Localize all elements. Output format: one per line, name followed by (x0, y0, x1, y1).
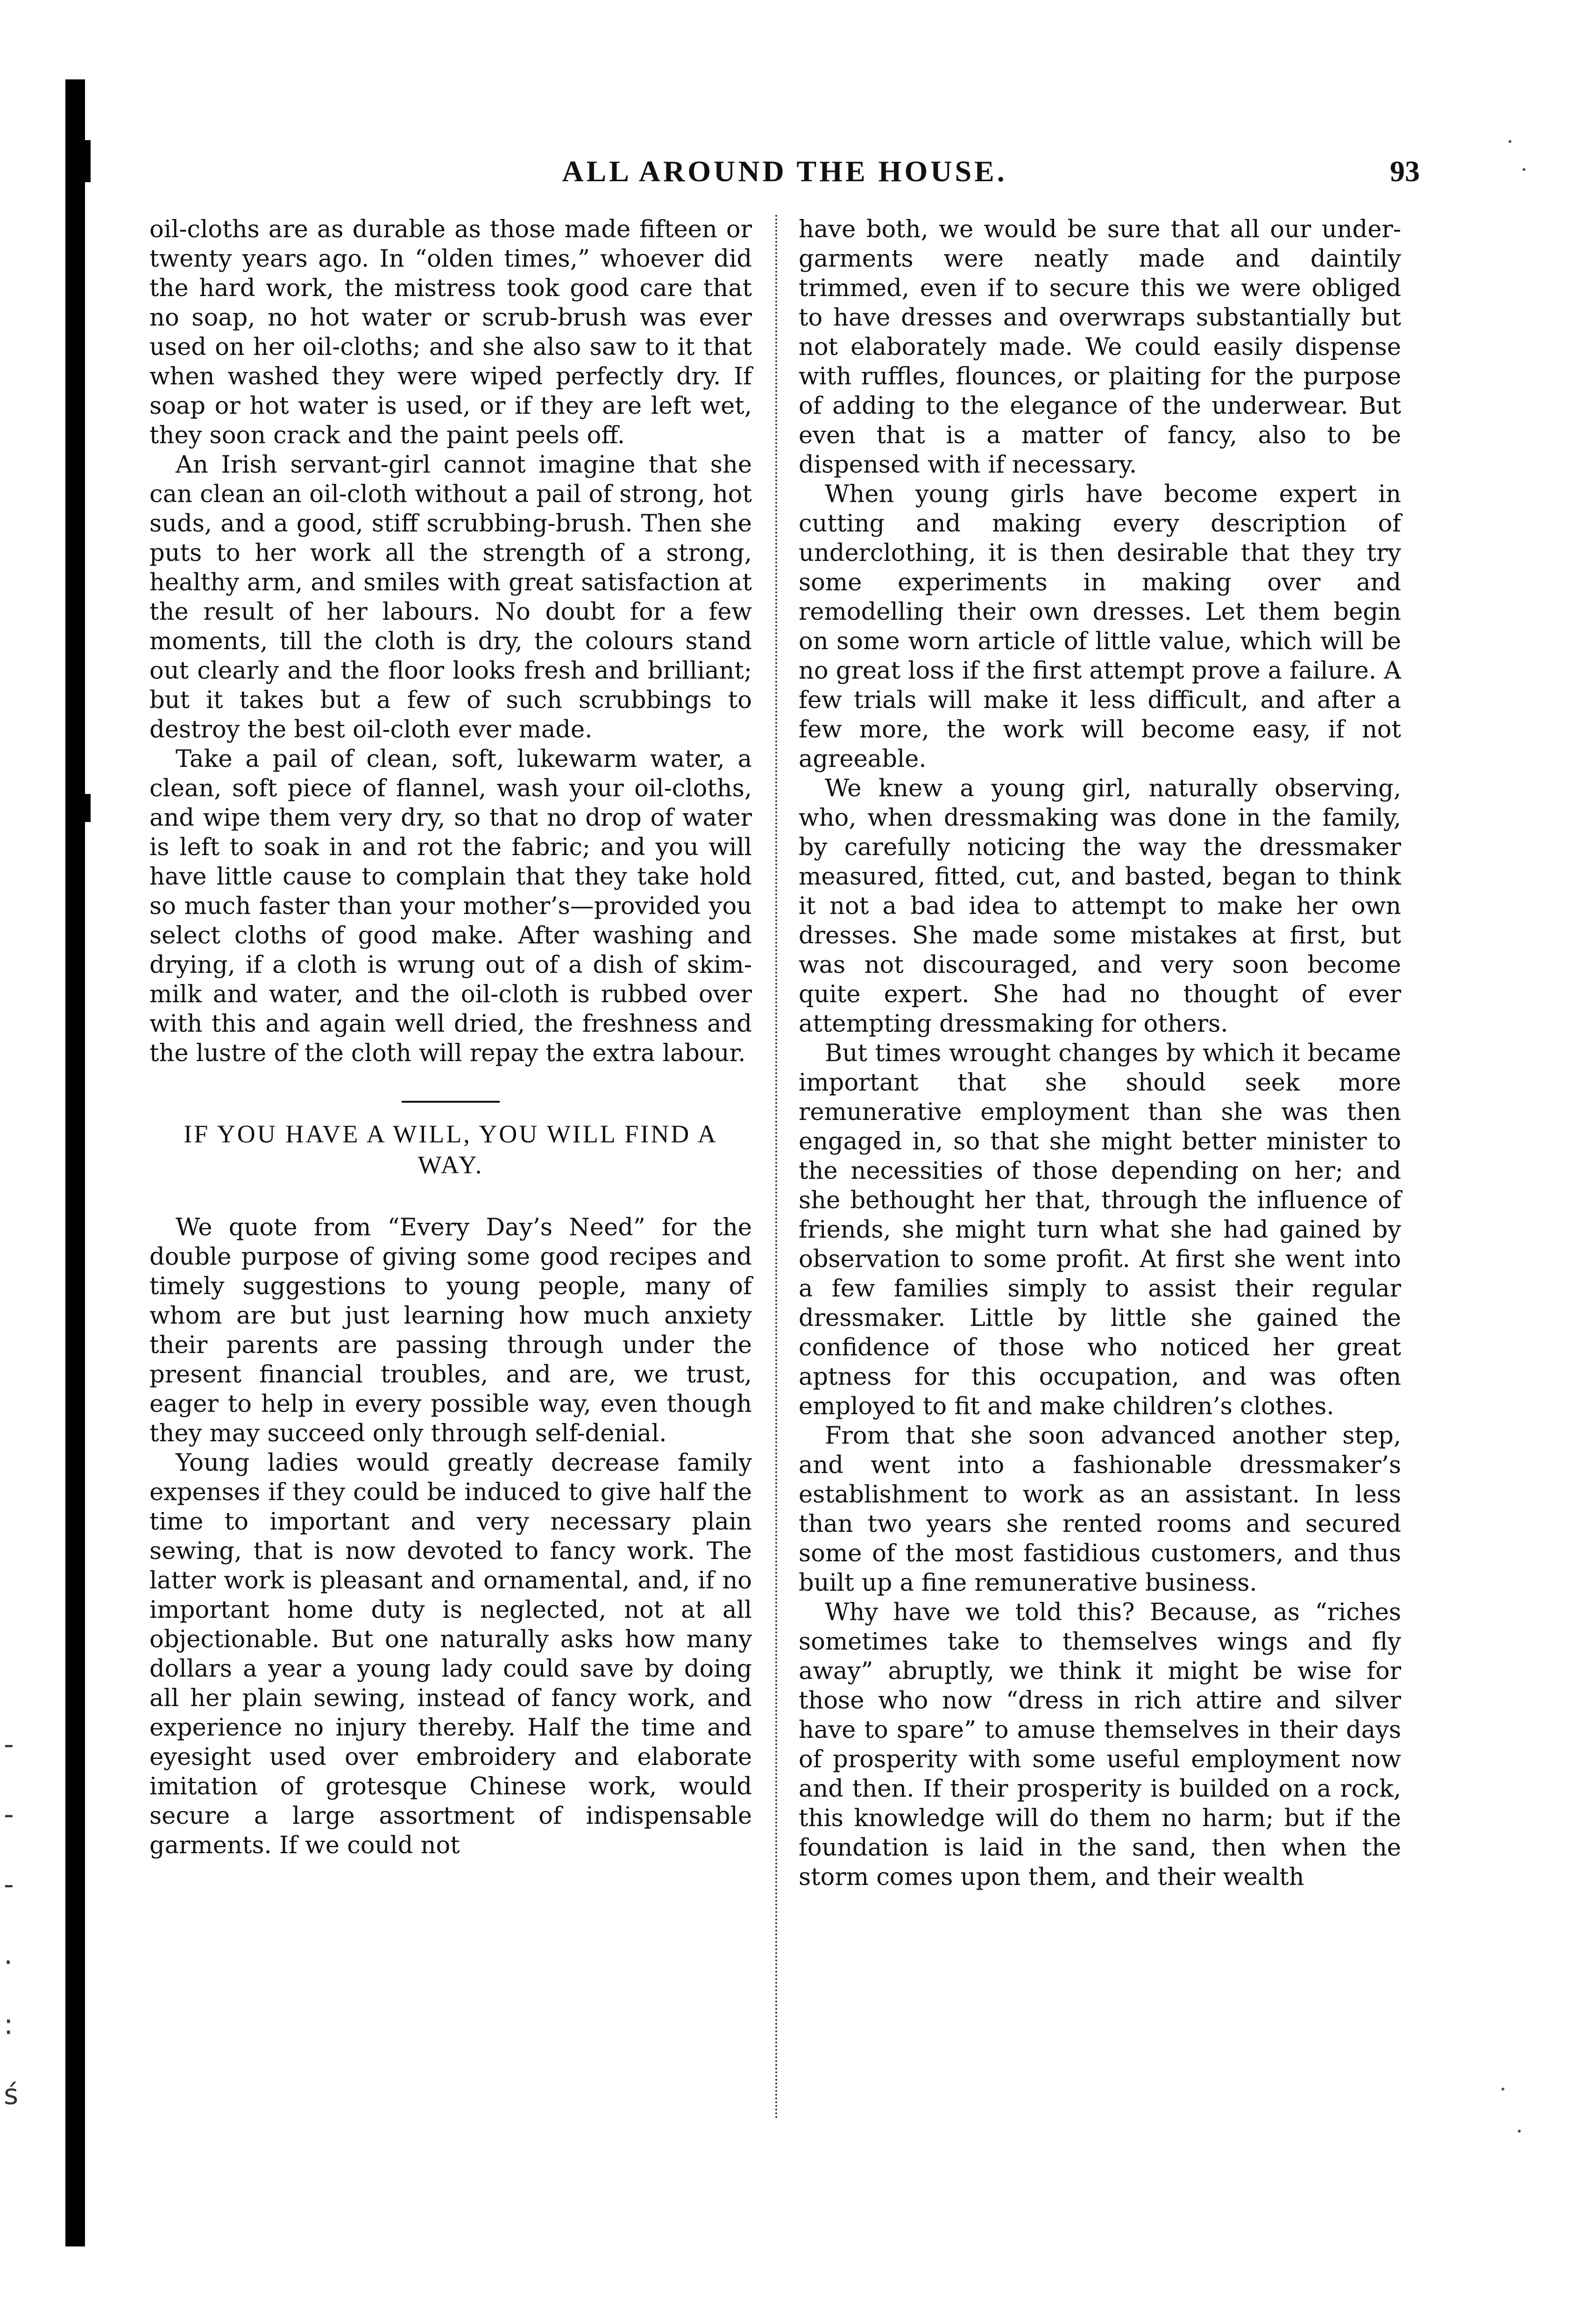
paragraph: Why have we told this? Because, as “riches sometimes take to themselves wings and fly away” abruptly, we think it might be wise for those who now “dress in rich attire and silver have to spare” to amuse themselves in their days of prosperity with some useful employment now and then. If their prosperity is builded on a rock, this knowledge will do them no harm; but if the foundation is laid in the sand, then when the storm comes upon them, and their wealth (799, 1599, 1401, 1891)
section-divider (402, 1101, 500, 1103)
binding-notch (85, 794, 91, 822)
paragraph: oil-cloths are as durable as those made fifteen or twenty years ago. In “olden times,” whoever did the hard work, the mistress took good care that no soap, no hot water or scrub-brush was ever used on her oil-cloths; and she also saw to it that when washed they were wiped perfectly dry. If soap or hot water is used, or if they are left wet, they soon crack and the paint peels off. (149, 216, 752, 449)
paragraph: An Irish servant-girl cannot imagine that she can clean an oil-cloth without a pail of strong, hot suds, and a good, stiff scrubbing-brush. Then she puts to her work all the strength of a strong, healthy arm, and smiles with great satisfaction at the result of her labours. No doubt for a few moments, till the cloth is dry, the colours stand out clearly and the floor looks fresh and brilliant; but it takes but a few of such scrubbings to destroy the best oil-cloth ever made. (149, 451, 752, 744)
page-number: 93 (1390, 155, 1420, 188)
speckle (1518, 2130, 1521, 2133)
section-heading: IF YOU HAVE A WILL, YOU WILL FIND A WAY. (184, 1120, 718, 1179)
speckle (1523, 168, 1525, 171)
paragraph: We quote from “Every Day’s Need” for the double purpose of giving some good recipes and timely suggestions to young people, many of whom are but just learning how much anxiety their parents are passing through under the present financial troubles, and are, we trust, eager to help in every possible way, even though they may succeed only through self-denial. (149, 1214, 752, 1447)
book-page (149, 135, 1420, 2125)
paragraph: Take a pail of clean, soft, lukewarm water, a clean, soft piece of flannel, wash your oil-cloths, and wipe them very dry, so that no drop of water is left to soak in and rot the fabric; and you will have little cause to complain that they take hold so much faster than your mother’s—provided you select cloths of good make. After washing and drying, if a cloth is wrung out of a dish of skim-milk and water, and the oil-cloth is rubbed over with this and again well dried, the freshness and the lustre of the cloth will repay the extra labour. (149, 745, 752, 1067)
margin-marks: - - - . : ś (4, 1728, 19, 2111)
binding-notch (85, 140, 91, 182)
binding-edge (65, 79, 85, 2246)
running-title: ALL AROUND THE HOUSE. (562, 155, 1007, 188)
left-column (149, 215, 752, 1860)
paragraph: We knew a young girl, naturally observing, who, when dressmaking was done in the family, by carefully noticing the way the dressmaker measured, fitted, cut, and basted, began to think it not a bad idea to attempt to make her own dresses. She made some mistakes at first, but was not discouraged, and very soon become quite expert. She had no thought of ever attempting dressmaking for others. (799, 775, 1401, 1038)
paragraph: From that she soon advanced another step, and went into a fashionable dressmaker’s establishment to work as an assistant. In less than two years she rented rooms and secured some of the most fastidious customers, and thus built up a fine remunerative business. (799, 1422, 1401, 1597)
paragraph: have both, we would be sure that all our under-garments were neatly made and daintily trimmed, even if to secure this we were obliged to have dresses and overwraps substantially but not elaborately made. We could easily dispense with ruffles, flounces, or plaiting for the purpose of adding to the elegance of the underwear. But even that is a matter of fancy, also to be dispensed with if necessary. (799, 216, 1401, 479)
speckle (1509, 140, 1511, 143)
paragraph: Young ladies would greatly decrease family expenses if they could be induced to give half the time to important and very necessary plain sewing, that is now devoted to fancy work. The latter work is pleasant and ornamental, and, if no important home duty is neglected, not at all objectionable. But one naturally asks how many dollars a year a young lady could save by doing all her plain sewing, instead of fancy work, and experience no injury thereby. Half the time and eyesight used over embroidery and elaborate imitation of grotesque Chinese work, would secure a large assortment of indispensable garments. If we could not (149, 1449, 752, 1859)
right-column (799, 215, 1401, 1892)
paragraph: But times wrought changes by which it became important that she should seek more remunerative employment than she was then engaged in, so that she might better minister to the necessities of those depending on her; and she bethought her that, through the influence of friends, she might turn what she had gained by observation to some profit. At first she went into a few families simply to assist their regular dressmaker. Little by little she gained the confidence of those who noticed her great aptness for this occupation, and was often employed to fit and make children’s clothes. (799, 1040, 1401, 1420)
paragraph: When young girls have become expert in cutting and making every description of underclothing, it is then desirable that they try some experiments in making over and remodelling their own dresses. Let them begin on some worn article of little value, which will be no great loss if the first attempt prove a failure. A few trials will make it less difficult, and after a few more, the work will become easy, if not agreeable. (799, 481, 1401, 773)
column-divider (775, 215, 777, 2120)
running-head (149, 154, 1420, 205)
speckle (1502, 2088, 1504, 2090)
